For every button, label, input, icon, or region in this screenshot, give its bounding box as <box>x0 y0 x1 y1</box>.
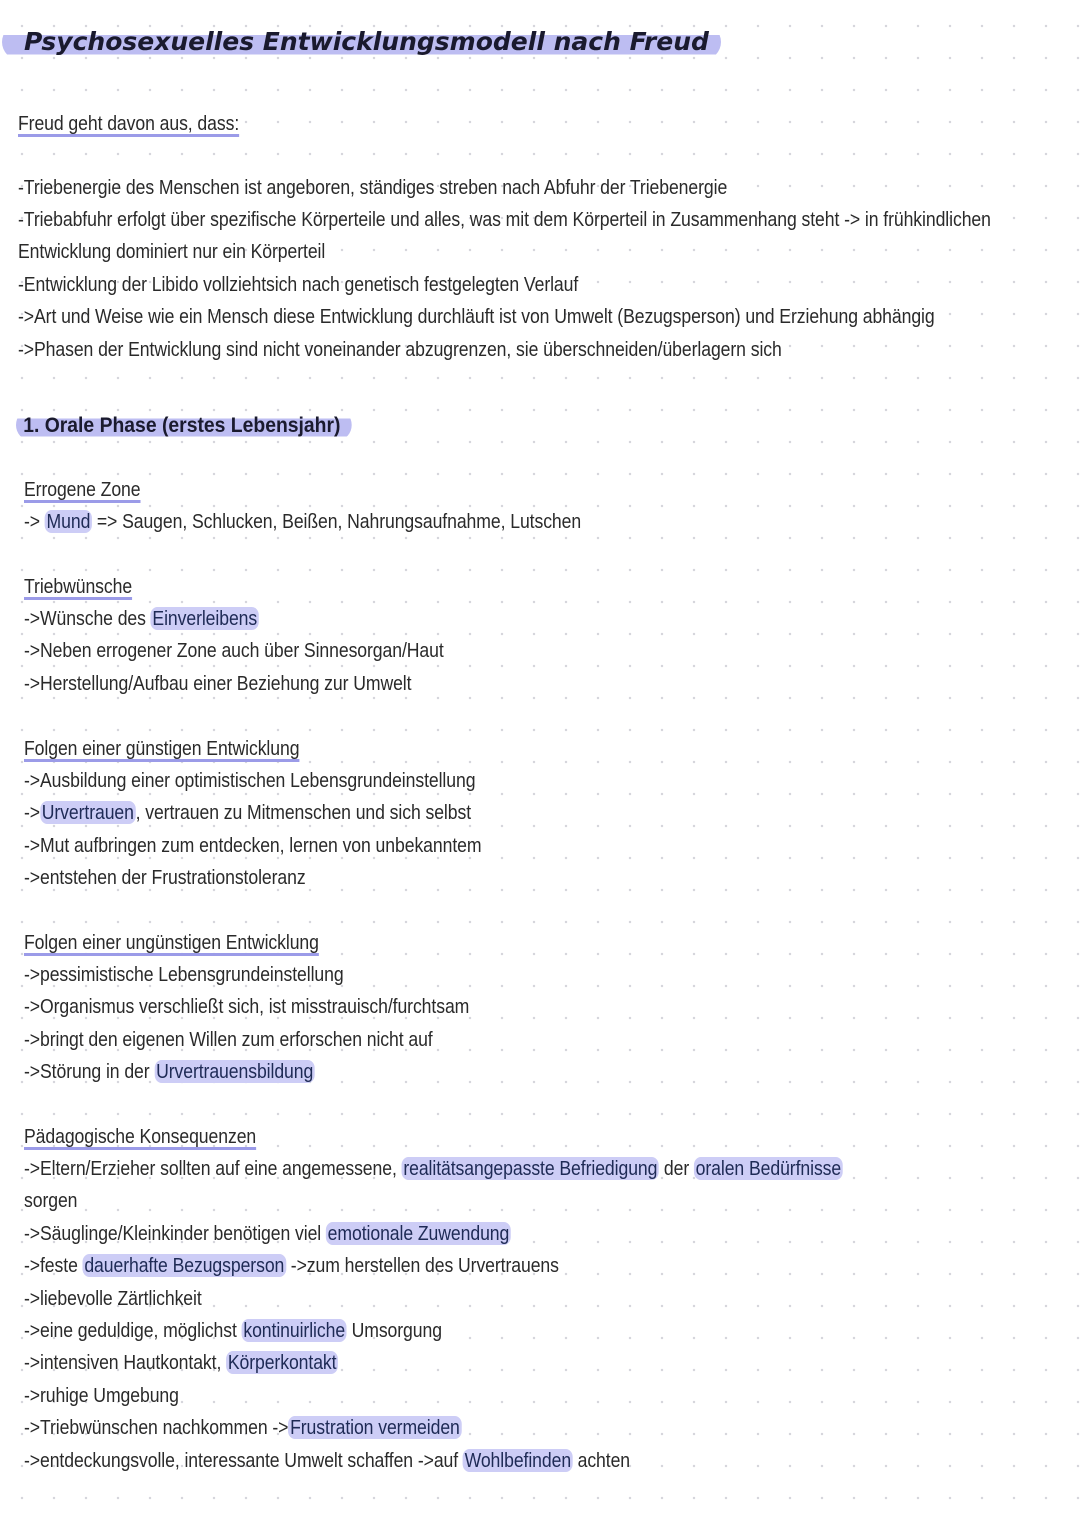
text-fragment: achten <box>572 1449 631 1472</box>
section-heading-favorable: Folgen einer günstigen Entwicklung <box>24 737 300 760</box>
page-title: Psychosexuelles Entwicklungsmodell nach Freud <box>2 24 721 60</box>
text-fragment: der <box>659 1157 694 1180</box>
pedagogical-line <box>24 1446 630 1476</box>
unfavorable-line <box>24 1057 315 1087</box>
text-fragment: ->Eltern/Erzieher sollten auf eine angemessene, <box>24 1157 402 1180</box>
text-fragment: -> <box>24 801 41 824</box>
erogenous-zone-line <box>24 507 581 537</box>
drive-wishes-line <box>24 604 259 634</box>
favorable-line: ->entstehen der Frustrationstoleranz <box>24 866 306 889</box>
intro-line: Entwicklung dominiert nur ein Körperteil <box>18 240 326 263</box>
intro-heading: Freud geht davon aus, dass: <box>18 112 240 135</box>
unfavorable-line: ->bringt den eigenen Willen zum erforschen nicht auf <box>24 1028 433 1051</box>
highlight: Einverleibens <box>152 607 258 630</box>
section-heading-drive-wishes: Triebwünsche <box>24 575 133 598</box>
section-heading-pedagogical: Pädagogische Konsequenzen <box>24 1125 257 1148</box>
favorable-line: ->Mut aufbringen zum entdecken, lernen von unbekanntem <box>24 834 482 857</box>
favorable-line <box>24 798 471 828</box>
pedagogical-line <box>24 1413 461 1443</box>
text-fragment: ->Störung in der <box>24 1060 155 1083</box>
highlight: kontinuirliche <box>243 1319 346 1342</box>
unfavorable-line: ->Organismus verschließt sich, ist misstrauisch/furchtsam <box>24 995 470 1018</box>
intro-line: ->Art und Weise wie ein Mensch diese Entwicklung durchläuft ist von Umwelt (Bezugsperson) und Erziehung abhängig <box>18 305 935 328</box>
highlight: Urvertrauensbildung <box>156 1060 314 1083</box>
phase-heading: 1. Orale Phase (erstes Lebensjahr) <box>16 410 351 440</box>
intro-line: ->Phasen der Entwicklung sind nicht voneinander abzugrenzen, sie überschneiden/überlagern sich <box>18 338 782 361</box>
text-fragment: ->zum herstellen des Urvertrauens <box>285 1254 559 1277</box>
highlight: Mund <box>46 510 91 533</box>
text-fragment: Umsorgung <box>346 1319 442 1342</box>
text-fragment: => Saugen, Schlucken, Beißen, Nahrungsaufnahme, Lutschen <box>92 510 582 533</box>
text-fragment: ->Triebwünschen nachkommen -> <box>24 1416 289 1439</box>
pedagogical-line <box>24 1219 511 1249</box>
text-fragment: ->feste <box>24 1254 83 1277</box>
intro-line: -Triebenergie des Menschen ist angeboren, ständiges streben nach Abfuhr der Triebenergie <box>18 176 728 199</box>
pedagogical-line <box>24 1154 843 1184</box>
highlight: oralen Bedürfnisse <box>695 1157 842 1180</box>
drive-wishes-line: ->Herstellung/Aufbau einer Beziehung zur Umwelt <box>24 672 412 695</box>
highlight: Urvertrauen <box>41 801 134 824</box>
text-fragment: , vertrauen zu Mitmenschen und sich selbst <box>135 801 472 824</box>
pedagogical-line <box>24 1316 442 1346</box>
highlight: Wohlbefinden <box>464 1449 572 1472</box>
pedagogical-line <box>24 1251 559 1281</box>
text-fragment: -> <box>24 510 45 533</box>
pedagogical-line <box>24 1348 338 1378</box>
section-heading-unfavorable: Folgen einer ungünstigen Entwicklung <box>24 931 319 954</box>
highlight: realitätsangepasste Befriedigung <box>403 1157 658 1180</box>
section-heading-erogenous-zone: Errogene Zone <box>24 478 141 501</box>
highlight: dauerhafte Bezugsperson <box>84 1254 285 1277</box>
drive-wishes-line: ->Neben errogener Zone auch über Sinnesorgan/Haut <box>24 639 444 662</box>
highlight: Körperkontakt <box>227 1351 337 1374</box>
text-fragment: ->Säuglinge/Kleinkinder benötigen viel <box>24 1222 326 1245</box>
pedagogical-line: ->ruhige Umgebung <box>24 1384 179 1407</box>
text-fragment: ->eine geduldige, möglichst <box>24 1319 242 1342</box>
unfavorable-line: ->pessimistische Lebensgrundeinstellung <box>24 963 344 986</box>
intro-line: -Triebabfuhr erfolgt über spezifische Körperteile und alles, was mit dem Körperteil in Zusammenhang steht -> in frühkindlichen <box>18 208 991 231</box>
pedagogical-line: ->liebevolle Zärtlichkeit <box>24 1287 202 1310</box>
intro-line: -Entwicklung der Libido vollziehtsich nach genetisch festgelegten Verlauf <box>18 273 579 296</box>
text-fragment: ->intensiven Hautkontakt, <box>24 1351 227 1374</box>
text-fragment: ->Wünsche des <box>24 607 151 630</box>
favorable-line: ->Ausbildung einer optimistischen Lebensgrundeinstellung <box>24 769 476 792</box>
pedagogical-line: sorgen <box>24 1189 78 1212</box>
text-fragment: ->entdeckungsvolle, interessante Umwelt schaffen ->auf <box>24 1449 463 1472</box>
highlight: emotionale Zuwendung <box>327 1222 510 1245</box>
highlight: Frustration vermeiden <box>290 1416 460 1439</box>
